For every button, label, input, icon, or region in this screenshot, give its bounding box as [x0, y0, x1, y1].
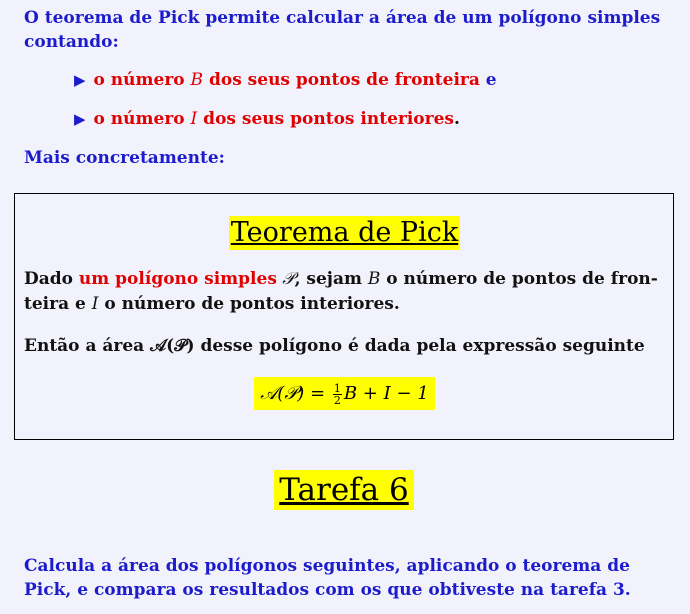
fraction-numerator: 1 — [333, 381, 341, 395]
theorem-text: o número de pontos de fron- — [380, 269, 658, 289]
variable-i: I — [91, 294, 99, 314]
bullet-interior-points — [74, 107, 460, 131]
bullet-variable: B — [190, 70, 204, 90]
theorem-area-statement: Então a área 𝒜(𝒫) desse polígono é dada pela expressão seguinte — [24, 336, 645, 356]
theorem-statement-line-1 — [24, 267, 662, 292]
task-instructions: Calcula a área dos polígonos seguintes, aplicando o teorema de Pick, e compara os resultados com os que obtiveste na tarefa 3. — [24, 556, 631, 600]
theorem-statement-line-2 — [24, 292, 662, 317]
bullet-suffix: dos seus pontos de fronteira — [203, 70, 480, 90]
triangle-bullet-icon: ▶ — [74, 71, 86, 89]
pick-formula — [254, 377, 435, 410]
bullet-connector: e — [479, 70, 497, 90]
bullet-variable: I — [190, 109, 198, 129]
formula-fraction — [333, 383, 342, 406]
intro-paragraph: O teorema de Pick permite calcular a área de um polígono simples contando: — [24, 8, 661, 52]
bullet-connector: . — [453, 109, 460, 129]
variable-b: B — [367, 269, 381, 289]
theorem-text: , sejam — [294, 269, 368, 289]
theorem-title: Teorema de Pick — [230, 217, 459, 248]
formula-rhs: B + I − 1 — [343, 383, 429, 404]
theorem-text: o número de pontos interiores. — [98, 294, 400, 314]
formula-lhs: 𝒜(𝒫) = — [260, 383, 331, 404]
theorem-text: Dado — [24, 269, 79, 289]
theorem-highlight-simple-polygon: um polígono simples — [78, 269, 277, 289]
triangle-bullet-icon: ▶ — [74, 110, 86, 128]
bullet-boundary-points — [74, 68, 497, 92]
concretely-heading: Mais concretamente: — [24, 148, 225, 168]
task-title: Tarefa 6 — [274, 470, 414, 510]
bullet-suffix: dos seus pontos interiores — [197, 109, 454, 129]
polygon-symbol: 𝒫 — [276, 269, 295, 289]
bullet-prefix: o número — [93, 109, 191, 129]
fraction-denominator: 2 — [333, 393, 341, 407]
bullet-prefix: o número — [93, 70, 191, 90]
theorem-text: teira e — [24, 294, 92, 314]
